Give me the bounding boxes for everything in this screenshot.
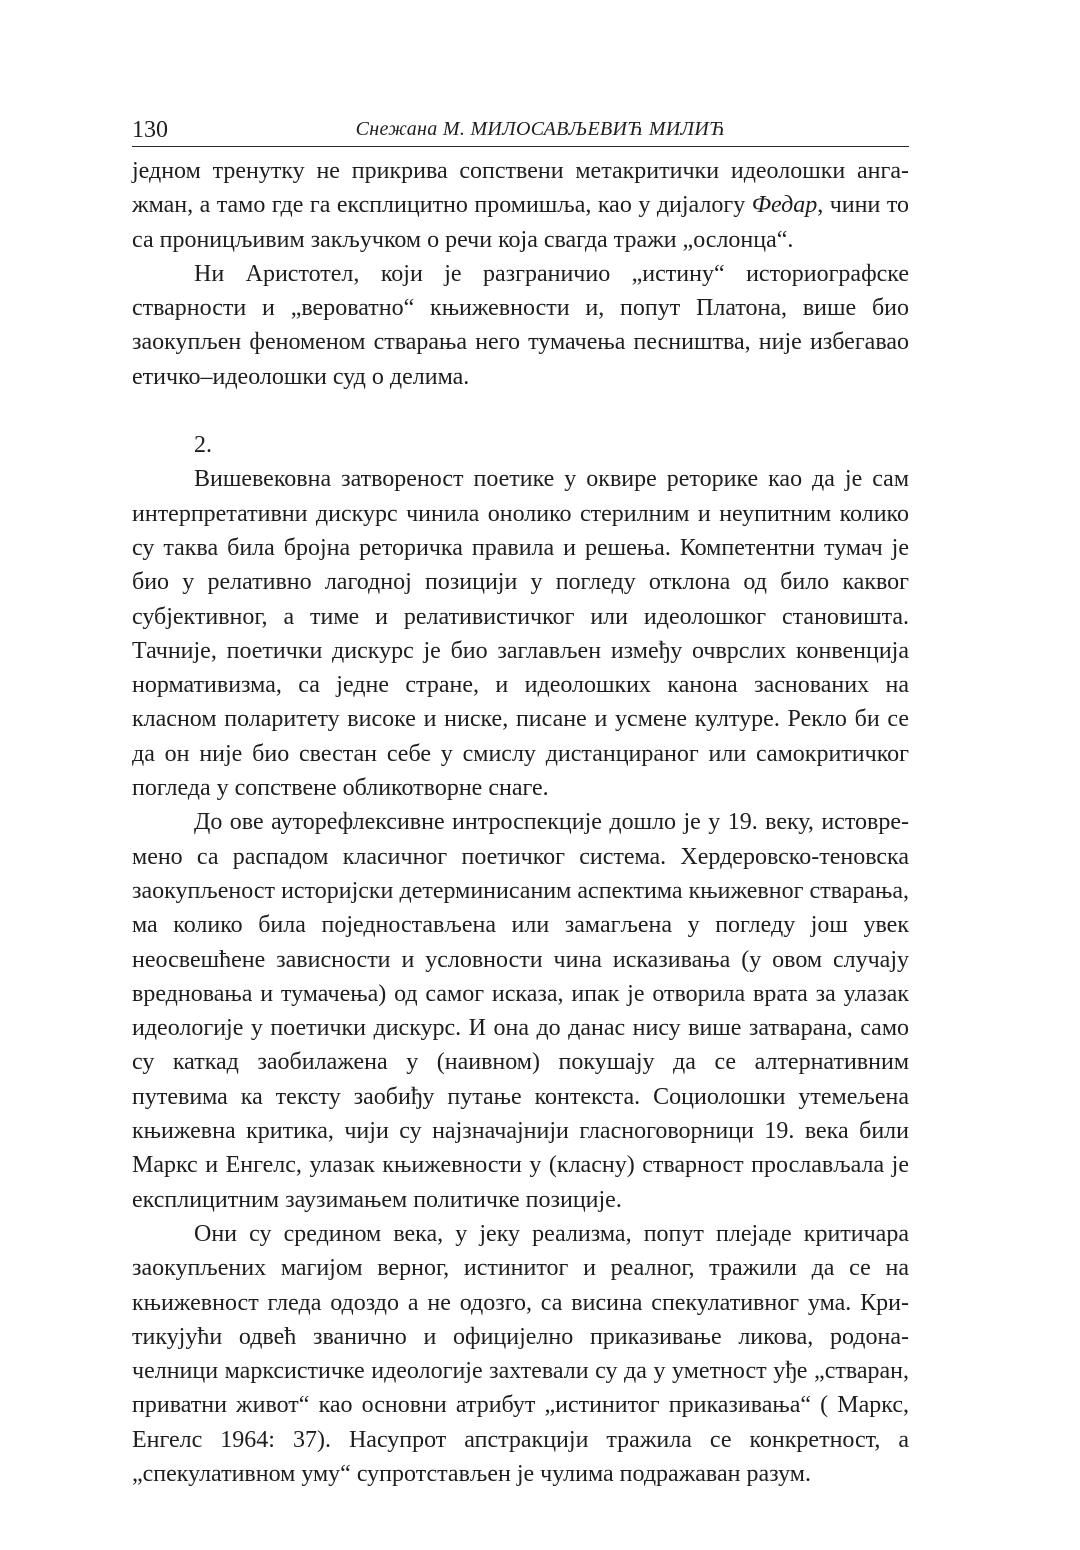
paragraph-3: Вишевековна затвореност поетике у оквире реторике као да је сам интерпретативни дискурс чинила онолико стерилним и неупитним колико су таква била бројна реторичка правила и решења. Компетентни тумач је био у релативно лагодној позицији у погледу отклона од било каквог субјективног, а тиме и релативистичког или идеолошког становишта. Тачније, поетички дискурс је био заглављен између очврслих конвенција нормативизма, са једне стране, и идеолошких канона заснованих на класном поларитету високе и ниске, писане и усмене културе. Рекло би се да он није био свестан себе у смислу дистанцираног или самокритичког погледа у сопствене обликотворне снаге. — [132, 466, 909, 802]
page-header — [132, 116, 909, 147]
page-number: 130 — [132, 117, 168, 143]
paragraph-1-part-a: једном тренутку не прикрива сопствени метакритички идеолошки ангажман, а тамо где га експлицитно промишља, као у дијалогу — [132, 158, 909, 219]
paragraph-4: До ове ауторефлексивне интроспекције дошло је у 19. веку, истовремено са распадом класичног поетичког система. Хердеровско-теновска заокупљеност историјски детерминисаним аспектима књижевног стварања, ма колико била поједностављена или замагљена у погледу још увек неосвешћене зависности и условности чина исказивања (у овом случају вредновања и тумачења) од самог исказа, ипак је отворила врата за улазак идеологије у поетички дискурс. И она до данас нису више затварана, само су каткад заобилажена у (наивном) покушају да се алтернативним путевима ка тексту заобиђу путање контекста. Социолошки утемељена књижевна критика, чији су најзначајнији гласноговорници 19. века били Маркс и Енгелс, улазак књижевности у (класну) стварност прослављала је експлицитним заузимањем политичке позиције. — [132, 809, 909, 1213]
paragraph-1 — [132, 154, 909, 257]
section-gap — [132, 394, 909, 428]
paragraph-5: Они су средином века, у јеку реализма, попут плејаде критичара заокупљених магијом верног, истинитог и реалног, тражили да се на књижевност гледа одоздо а не одозго, са висина спекулативног ума. Критикујући одвећ званично и официјелно приказивање ликова, родоначелници марксистичке идеологије захтевали су да у уметност уђе „стваран, приватни живот“ као основни атрибут „истинитог приказивања“ ( Маркс, Енгелс 1964: 37). Насупрот апстракцији тражила се конкретност, а „спекулативном уму“ супротстављен је чулима подражаван разум. — [132, 1220, 909, 1487]
work-title-fedar: Федар — [751, 192, 818, 219]
paragraph-1-part-b: , чини то са проницљивим закључком о речи која свагда тражи „ослонца“. — [132, 192, 909, 253]
body-text — [132, 154, 909, 1491]
section-number: 2. — [194, 432, 212, 459]
running-head: Снежана М. МИЛОСАВЉЕВИЋ МИЛИЋ — [355, 118, 726, 140]
paragraph-2: Ни Аристотел, који је разграничио „истину“ историографске стварности и „вероватно“ књижевности и, попут Платона, више био заокупљен феноменом стварања него тумачења песништва, није избегавао етичко–идеолошки суд о делима. — [132, 260, 909, 390]
